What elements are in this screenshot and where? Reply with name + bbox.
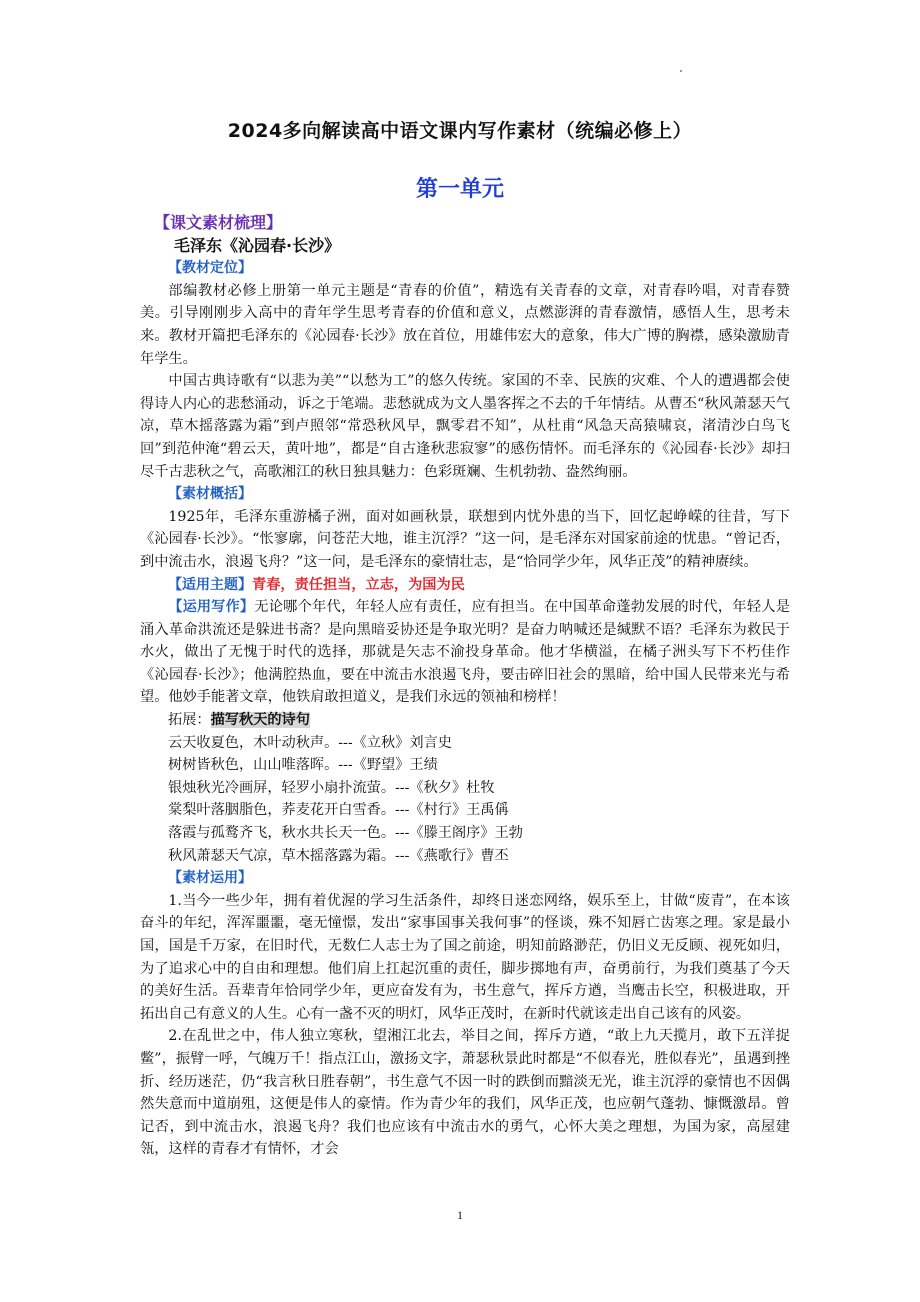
positioning-paragraph-2: 中国古典诗歌有“以悲为美”“以愁为工”的悠久传统。家国的不幸、民族的灾难、个人的遭遇都会使得诗人内心的悲愁涌动，诉之于笔端。悲愁就成为文人墨客挥之不去的千年情结。从曹丕“秋风萧瑟天气凉，草木摇落露为霜”到卢照邻“常恐秋风早，飘零君不知”，从杜甫“风急天高猿啸哀，渚清沙白鸟飞回”到范仲淹“碧云天，黄叶地”，都是“自古逢秋悲寂寥”的感伤情怀。而毛泽东的《沁园春·长沙》却扫尽千古悲秋之气，高歌湘江的秋日独具魅力：色彩斑斓、生机勃勃、盎然绚丽。	[140, 373, 790, 480]
document-title: 2024多向解读高中语文课内写作素材（统编必修上）	[227, 120, 693, 142]
positioning-label: 【教材定位】	[168, 260, 252, 277]
usage-paragraph-2: 2.在乱世之中，伟人独立寒秋，望湘江北去，举目之间，挥斥方遒，“敢上九天揽月，敢下五洋捉鳖”，振臂一呼，气魄万千！指点江山，激扬文字，萧瑟秋景此时都是“不似春光，胜似春光”，虽遇到挫折、经历迷茫，仍“我言秋日胜春朝”，书生意气不因一时的跌倒而黯淡无光，谁主沉浮的豪情也不因偶然失意而中道崩殂，这便是伟人的豪情。作为青少年的我们，风华正茂，也应朝气蓬勃、慷慨激昂。曾记否，到中流击水，浪遏飞舟？我们也应该有中流击水的勇气，心怀大美之理想，为国为家，高屋建瓴，这样的青春才有情怀，才会	[140, 1028, 790, 1158]
poem-line: 云天收夏色，木叶动秋声。---《立秋》刘言史	[168, 734, 452, 751]
extend-title: 描写秋天的诗句	[210, 712, 310, 729]
unit-title: 第一单元	[415, 177, 504, 202]
writing-paragraph	[140, 596, 790, 709]
usage-label: 【素材运用】	[168, 870, 252, 887]
poem-line: 银烛秋光冷画屏，轻罗小扇扑流萤。---《秋夕》杜牧	[168, 779, 495, 796]
poem-title: 毛泽东《沁园春·长沙》	[174, 235, 341, 255]
writing-label: 【运用写作】	[168, 599, 255, 616]
writing-text: 无论哪个年代，年轻人应有责任，应有担当。在中国革命蓬勃发展的时代，年轻人是涌入革命洪流还是躲进书斋？是向黑暗妥协还是争取光明？是奋力呐喊还是缄默不语？毛泽东为救民于水火，做出了无愧于时代的选择，那就是矢志不渝投身革命。他才华横溢，在橘子洲头写下不朽佳作《沁园春·长沙》；他满腔热血，要在中流击水浪遏飞舟，要击碎旧社会的黑暗，给中国人民带来光与希望。他妙手能著文章，他铁肩敢担道义，是我们永远的领袖和榜样！	[140, 599, 790, 706]
poem-line: 落霞与孤鹜齐飞，秋水共长天一色。---《滕王阁序》王勃	[168, 825, 523, 842]
usage-paragraph-1: 1.当今一些少年，拥有着优渥的学习生活条件，却终日迷恋网络，娱乐至上，甘做“废青”，在本该奋斗的年纪，浑浑噩噩，毫无憧憬，发出“家事国事关我何事”的怪谈，殊不知唇亡齿寒之理。家是最小国，国是千万家，在旧时代，无数仁人志士为了国之前途，明知前路渺茫，仍旧义无反顾、视死如归，为了追求心中的自由和理想。他们肩上扛起沉重的责任，脚步掷地有声，奋勇前行，为我们奠基了今天的美好生活。吾辈青年恰同学少年，更应奋发有为，书生意气，挥斥方遒，当鹰击长空，积极进取，开拓出自己有意义的人生。心有一盏不灭的明灯，风华正茂时，在新时代就该走出自己该有的风姿。	[140, 892, 790, 1022]
poem-line: 秋风萧瑟天气凉，草木摇落露为霜。---《燕歌行》曹丕	[168, 847, 509, 864]
summary-heading	[168, 483, 790, 506]
poem-line: 树树皆秋色，山山唯落晖。---《野望》王绩	[168, 757, 438, 774]
summary-label: 【素材概括】	[168, 486, 252, 503]
scan-dot	[680, 70, 682, 72]
document-body	[140, 212, 790, 1161]
page-number: 1	[457, 1208, 463, 1222]
poem-line: 棠梨叶落胭脂色，荞麦花开白雪香。---《村行》王禹偁	[168, 802, 509, 819]
positioning-paragraph-1: 部编教材必修上册第一单元主题是“青春的价值”，精选有关青春的文章，对青春吟唱，对青春赞美。引导刚刚步入高中的青年学生思考青春的价值和意义，点燃澎湃的青春激情，感悟人生，思考未来。教材开篇把毛泽东的《沁园春·长沙》放在首位，用雄伟宏大的意象，伟大广博的胸襟，感染激励青年学生。	[140, 282, 790, 367]
usage-heading	[168, 867, 790, 890]
positioning-heading	[168, 257, 790, 280]
extend-line	[168, 709, 790, 732]
section-heading: 【课文素材梳理】	[154, 213, 283, 232]
theme-value: 青春，责任担当，立志，为国为民	[252, 576, 465, 593]
theme-line	[168, 574, 790, 597]
summary-paragraph: 1925年，毛泽东重游橘子洲，面对如画秋景，联想到内忧外患的当下，回忆起峥嵘的往昔，写下《沁园春·长沙》。“怅寥廓，问苍茫大地，谁主沉浮？”这一问，是毛泽东对国家前途的忧患。“曾记否，到中流击水，浪遏飞舟？”这一问，是毛泽东的豪情壮志，是“恰同学少年，风华正茂”的精神赓续。	[140, 508, 790, 570]
theme-label: 【适用主题】	[168, 576, 252, 593]
extend-prefix: 拓展：	[168, 712, 211, 729]
